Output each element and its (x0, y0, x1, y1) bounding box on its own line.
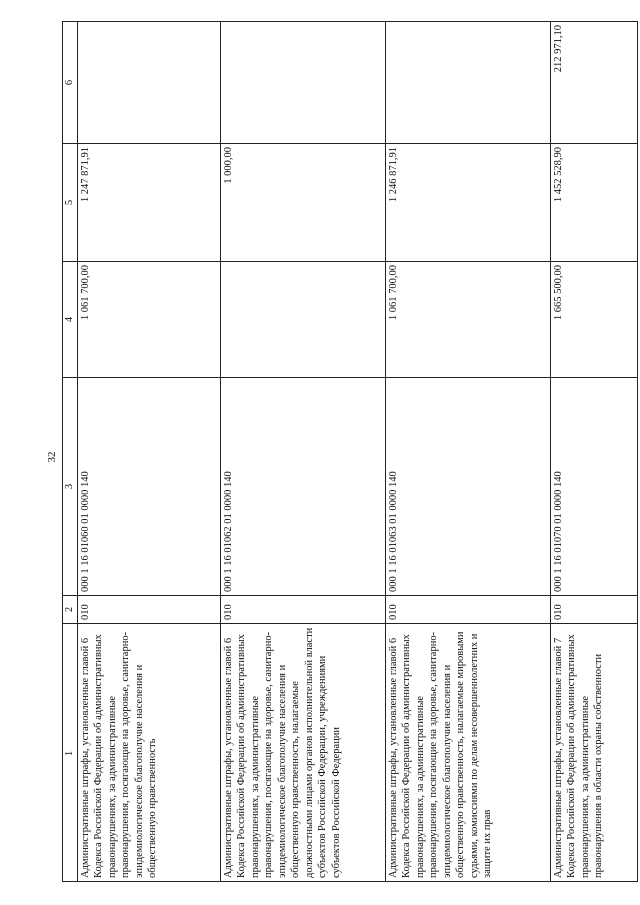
row-budget-code: 000 1 16 01062 01 0000 140 (220, 378, 385, 596)
row-name: Административные штрафы, установленные главой 7 Кодекса Российской Федерации об административных правонарушениях, за административные правонарушения в области охраны собственности (550, 624, 637, 882)
row-name: Административные штрафы, установленные главой 6 Кодекса Российской Федерации об административных правонарушениях, за административные правонарушения, посягающие на здоровье, санитарно-эпидемиологическое благополучие населения и общественную нравственность, налагаемые должностными лицами органов исполнительной власти субъектов Российской Федерации, учреждениями субъектов Российской Федерации (220, 624, 385, 882)
row-col4-value: 1 061 700,00 (385, 262, 550, 378)
rotated-table-wrapper (62, 22, 604, 882)
header-col-3: 3 (63, 378, 78, 596)
row-budget-code: 000 1 16 01070 01 0000 140 (550, 378, 637, 596)
row-col6-value (385, 22, 550, 144)
row-col6-value: 212 971,10 (550, 22, 637, 144)
row-admin-code: 010 (385, 596, 550, 624)
table-row (77, 22, 220, 882)
row-admin-code: 010 (550, 596, 637, 624)
header-col-1: 1 (63, 624, 78, 882)
row-col4-value (220, 262, 385, 378)
row-name: Административные штрафы, установленные главой 6 Кодекса Российской Федерации об административных правонарушениях, за административные правонарушения, посягающие на здоровье, санитарно-эпидемиологическое благополучие населения и общественную нравственность, налагаемые мировыми судьями, комиссиями по делам несовершеннолетних и защите их прав (385, 624, 550, 882)
row-col5-value: 1 000,00 (220, 144, 385, 262)
row-name: Административные штрафы, установленные главой 6 Кодекса Российской Федерации об административных правонарушениях, за административные правонарушения, посягающие на здоровье, санитарно-эпидемиологическое благополучие населения и общественную нравственность (77, 624, 220, 882)
row-col6-value (77, 22, 220, 144)
row-col5-value: 1 246 871,91 (385, 144, 550, 262)
table-row (220, 22, 385, 882)
table-header-row (63, 22, 78, 882)
row-col4-value: 1 665 500,00 (550, 262, 637, 378)
row-col4-value: 1 061 700,00 (77, 262, 220, 378)
row-admin-code: 010 (77, 596, 220, 624)
header-col-5: 5 (63, 144, 78, 262)
table-row (385, 22, 550, 882)
page-number: 32 (46, 451, 58, 463)
row-budget-code: 000 1 16 01060 01 0000 140 (77, 378, 220, 596)
header-col-2: 2 (63, 596, 78, 624)
row-budget-code: 000 1 16 01063 01 0000 140 (385, 378, 550, 596)
table-row (550, 22, 637, 882)
header-col-6: 6 (63, 22, 78, 144)
rotated-page-content (62, 22, 604, 882)
row-col5-value: 1 452 528,90 (550, 144, 637, 262)
row-admin-code: 010 (220, 596, 385, 624)
row-col5-value: 1 247 871,91 (77, 144, 220, 262)
row-col6-value (220, 22, 385, 144)
revenue-table (62, 21, 638, 882)
header-col-4: 4 (63, 262, 78, 378)
